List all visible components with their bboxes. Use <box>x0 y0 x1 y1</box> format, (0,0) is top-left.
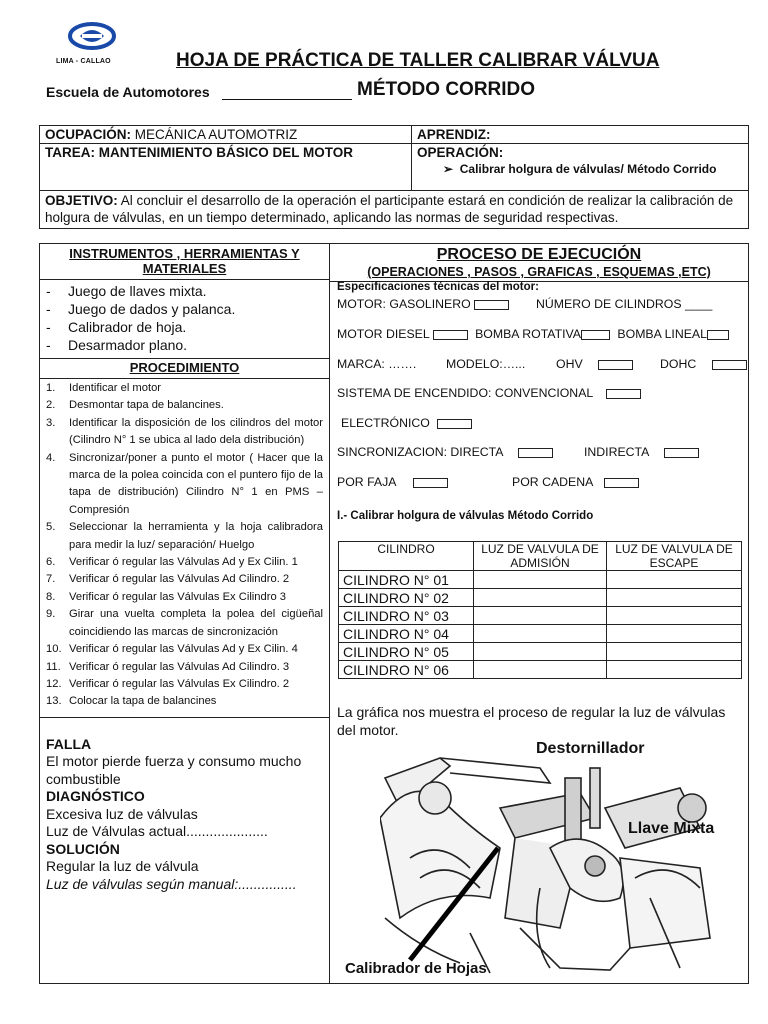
col-header-cilindro: CILINDRO <box>339 542 474 571</box>
procedure-step-number: 2. <box>46 399 56 412</box>
table-row <box>339 643 742 661</box>
cylinder-label: CILINDRO N° 04 <box>339 625 474 643</box>
procedure-step-number: 7. <box>46 573 56 586</box>
falla-label: FALLA <box>46 735 92 752</box>
ohv-label: OHV <box>556 357 583 371</box>
sistema-row <box>337 386 641 400</box>
procedure-step-text: Verificar ó regular las Válvulas Ad y Ex Cilin. 4 <box>69 643 298 656</box>
ocupacion-value: MECÁNICA AUTOMOTRIZ <box>134 127 298 142</box>
electronico-checkbox[interactable] <box>437 419 472 429</box>
cylinder-label: CILINDRO N° 02 <box>339 589 474 607</box>
procedure-step-text: Sincronizar/poner a punto el motor ( Hacer que la marca de la polea coincida con el puntero fijo de la tapa de distribución) Cilindro N° 1 en PMS – Compresión <box>69 451 323 516</box>
diesel-label: MOTOR DIESEL <box>337 327 430 341</box>
specs-label: Especificaciones técnicas del motor: <box>337 281 539 293</box>
procedure-step <box>40 693 329 710</box>
operacion-label: OPERACIÓN: <box>417 145 504 160</box>
cylinder-label: CILINDRO N° 06 <box>339 661 474 679</box>
solucion-label: SOLUCIÓN <box>46 840 120 857</box>
material-item: - Juego de dados y palanca. <box>40 300 329 318</box>
tarea-cell: TAREA: MANTENIMIENTO BÁSICO DEL MOTOR <box>40 144 412 191</box>
procedure-list <box>40 380 329 711</box>
admission-clearance-cell[interactable] <box>474 571 607 589</box>
page-title: HOJA DE PRÁCTICA DE TALLER CALIBRAR VÁLVUA <box>176 50 660 71</box>
falla-text: El motor pierde fuerza y consumo mucho combustible <box>46 753 302 787</box>
procedure-section <box>40 358 329 711</box>
procedure-step-text: Colocar la tapa de balancines <box>69 695 217 708</box>
process-subheading: (OPERACIONES , PASOS , GRAFICAS , ESQUEMAS ,ETC) <box>367 265 711 279</box>
solucion-line-2: Luz de válvulas según manual:............... <box>46 875 297 892</box>
arrow-bullet-icon: ➢ <box>443 162 454 176</box>
convencional-checkbox[interactable] <box>606 389 641 399</box>
procedure-step-text: Verificar ó regular las Válvulas Ex Cilindro. 2 <box>69 677 290 690</box>
indirecta-label: INDIRECTA <box>584 445 649 459</box>
procedure-step-number: 6. <box>46 556 56 569</box>
indirecta-row <box>584 445 699 459</box>
exhaust-clearance-cell[interactable] <box>607 589 742 607</box>
diagnosis-section <box>40 717 329 894</box>
admission-clearance-cell[interactable] <box>474 661 607 679</box>
procedure-step-number: 12. <box>46 677 62 690</box>
electronico-label: ELECTRÓNICO <box>341 416 430 430</box>
procedure-step-number: 11. <box>46 660 61 673</box>
procedure-step <box>40 380 329 397</box>
procedure-step <box>40 606 329 641</box>
objetivo-text: Al concluir el desarrollo de la operación el participante estará en condición de realizar la calibración de holgura de válvulas, en un tiempo determinado, aplicando las normas de seguridad respectivas. <box>45 193 734 225</box>
sinc-directa-label: SINCRONIZACION: DIRECTA <box>337 445 503 459</box>
diesel-row <box>337 327 729 341</box>
materials-section <box>40 279 329 354</box>
procedure-heading: PROCEDIMIENTO <box>129 360 240 375</box>
material-item: - Desarmador plano. <box>40 336 329 354</box>
page-subtitle: MÉTODO CORRIDO <box>357 79 536 100</box>
table-row <box>339 589 742 607</box>
material-item: - Juego de llaves mixta. <box>40 282 329 300</box>
objetivo-cell <box>40 191 749 229</box>
procedure-step-text: Verificar ó regular las Válvulas Ad Cilindro. 2 <box>69 573 290 586</box>
ohv-row <box>556 357 633 371</box>
aprendiz-label: APRENDIZ: <box>412 126 749 144</box>
procedure-step-number: 9. <box>46 608 56 621</box>
procedure-step <box>40 589 329 606</box>
engine-illustration <box>380 738 740 982</box>
sinc-directa-row <box>337 445 553 459</box>
process-heading: PROCESO DE EJECUCIÓN <box>436 246 642 263</box>
cylinder-label: CILINDRO N° 01 <box>339 571 474 589</box>
procedure-step-number: 3. <box>46 416 56 429</box>
marca-label: MARCA: ……. <box>337 357 417 371</box>
label-calibrador: Calibrador de Hojas <box>345 960 487 977</box>
directa-checkbox[interactable] <box>518 448 553 458</box>
objetivo-label: OBJETIVO: <box>45 193 118 208</box>
exhaust-clearance-cell[interactable] <box>607 661 742 679</box>
procedure-step <box>40 450 329 520</box>
procedure-step-number: 13. <box>46 695 62 708</box>
table-row <box>339 625 742 643</box>
num-cilindros: NÚMERO DE CILINDROS ____ <box>536 297 713 311</box>
procedure-step <box>40 641 329 658</box>
procedure-step <box>40 415 329 450</box>
procedure-step-text: Verificar ó regular las Válvulas Ad y Ex Cilin. 1 <box>69 556 298 569</box>
diagnostico-label: DIAGNÓSTICO <box>46 788 145 805</box>
bomba-rotativa-checkbox[interactable] <box>581 330 610 340</box>
procedure-step-number: 4. <box>46 451 56 464</box>
left-column <box>39 243 330 984</box>
bomba-lineal-label: BOMBA LINEAL <box>617 327 707 341</box>
ocupacion-cell <box>40 126 412 144</box>
procedure-step <box>40 676 329 693</box>
table-row <box>339 607 742 625</box>
table-row <box>339 661 742 679</box>
admission-clearance-cell[interactable] <box>474 643 607 661</box>
cadena-label: POR CADENA <box>512 475 593 489</box>
operacion-cell <box>412 144 749 191</box>
valve-table-body <box>339 571 742 679</box>
faja-checkbox[interactable] <box>413 478 448 488</box>
cadena-checkbox[interactable] <box>604 478 639 488</box>
ocupacion-label: OCUPACIÓN: <box>45 127 131 142</box>
diagnostico-line-1: Excesiva luz de válvulas <box>46 805 198 822</box>
diesel-checkbox[interactable] <box>433 330 468 340</box>
col-header-escape: LUZ DE VALVULA DE ESCAPE <box>607 542 742 571</box>
school-underline <box>222 99 352 100</box>
material-item: - Calibrador de hoja. <box>40 318 329 336</box>
procedure-step <box>40 659 329 676</box>
col-header-admision: LUZ DE VALVULA DE ADMISIÓN <box>474 542 607 571</box>
exhaust-clearance-cell[interactable] <box>607 571 742 589</box>
dohc-label: DOHC <box>660 357 697 371</box>
admission-clearance-cell[interactable] <box>474 625 607 643</box>
procedure-step-number: 5. <box>46 521 56 534</box>
procedure-step-text: Desmontar tapa de balancines. <box>69 399 224 412</box>
procedure-step <box>40 397 329 414</box>
operacion-item-text: Calibrar holgura de válvulas/ Método Corrido <box>459 162 717 176</box>
graph-caption: La gráfica nos muestra el proceso de regular la luz de válvulas del motor. <box>337 704 726 738</box>
motor-gas-row <box>337 297 509 311</box>
electronico-row <box>341 416 472 430</box>
table-row <box>339 571 742 589</box>
faja-label: POR FAJA <box>337 475 396 489</box>
procedure-step-text: Verificar ó regular las Válvulas Ex Cilindro 3 <box>69 590 287 603</box>
section-title: I.- Calibrar holgura de válvulas Método Corrido <box>337 510 594 522</box>
procedure-step-text: Seleccionar la herramienta y la hoja calibradora para medir la luz/ separación/ Huelgo <box>69 521 323 551</box>
school-name: Escuela de Automotores <box>46 84 210 100</box>
exhaust-clearance-cell[interactable] <box>607 625 742 643</box>
logo-caption: LIMA - CALLAO <box>56 58 111 65</box>
ohv-checkbox[interactable] <box>598 360 633 370</box>
procedure-step-text: Verificar ó regular las Válvulas Ad Cilindro. 3 <box>69 660 290 673</box>
procedure-step-text: Girar una vuelta completa la polea del cigüeñal coincidiendo las marcas de sincronización <box>69 608 323 638</box>
materials-list <box>40 282 329 354</box>
info-table <box>39 125 749 229</box>
sistema-label: SISTEMA DE ENCENDIDO: CONVENCIONAL <box>337 386 593 400</box>
exhaust-clearance-cell[interactable] <box>607 607 742 625</box>
modelo-label: MODELO:…... <box>446 357 526 371</box>
procedure-step-text: Identificar el motor <box>69 382 162 394</box>
procedure-step-number: 10. <box>46 643 62 656</box>
motor-gas-label: MOTOR: GASOLINERO <box>337 297 471 311</box>
label-llave-mixta: Llave Mixta <box>628 820 715 837</box>
exhaust-clearance-cell[interactable] <box>607 643 742 661</box>
procedure-step-text: Identificar la disposición de los cilindros del motor (Cilindro N° 1 se ubica al lado dela distribución) <box>69 416 323 447</box>
admission-clearance-cell[interactable] <box>474 589 607 607</box>
faja-row <box>337 475 448 489</box>
procedure-step <box>40 571 329 588</box>
gasolinero-checkbox[interactable] <box>474 300 509 310</box>
valve-clearance-table <box>338 541 742 679</box>
cylinder-label: CILINDRO N° 05 <box>339 643 474 661</box>
dohc-row <box>660 357 747 371</box>
label-destornillador: Destornillador <box>536 740 645 757</box>
procedure-step-number: 1. <box>46 382 56 394</box>
procedure-step <box>40 554 329 571</box>
materials-heading: INSTRUMENTOS , HERRAMIENTAS Y MATERIALES <box>69 246 300 276</box>
operacion-item <box>417 162 743 176</box>
cadena-row <box>512 475 639 489</box>
dohc-checkbox[interactable] <box>712 360 747 370</box>
procedure-step <box>40 519 329 554</box>
indirecta-checkbox[interactable] <box>664 448 699 458</box>
admission-clearance-cell[interactable] <box>474 607 607 625</box>
procedure-step-number: 8. <box>46 590 56 603</box>
diagnostico-line-2: Luz de Válvulas actual..................... <box>46 823 268 840</box>
bomba-lineal-checkbox[interactable] <box>707 330 729 340</box>
cylinder-label: CILINDRO N° 03 <box>339 607 474 625</box>
bomba-rotativa-label: BOMBA ROTATIVA <box>475 327 581 341</box>
solucion-line-1: Regular la luz de válvula <box>46 858 199 875</box>
